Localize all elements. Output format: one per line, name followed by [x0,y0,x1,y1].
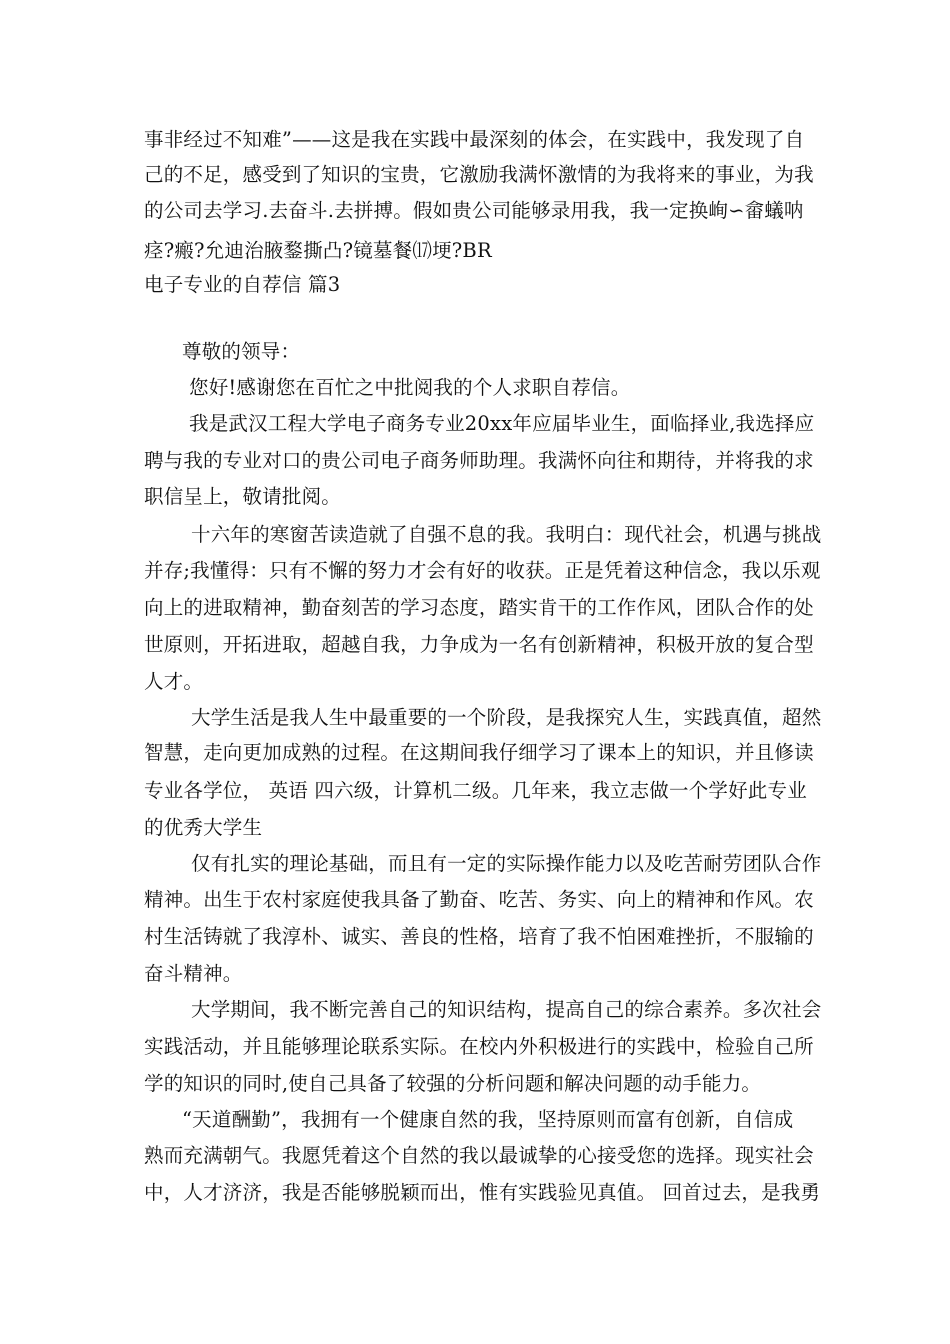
paragraph-skills-line-4: 奋斗精神。 [144,962,243,985]
salutation: 尊敬的领导： [182,340,301,363]
paragraph-intro-line-2: 聘与我的专业对口的贵公司电子商务师助理。我满怀向往和期待，并将我的求 [144,449,814,472]
continuation-line-2: 己的不足，感受到了知识的宝贵，它激励我满怀激情的为我将来的事业，为我 [144,163,814,186]
paragraph-practice-line-1: 大学期间，我不断完善自己的知识结构，提高自己的综合素养。多次社会 [191,998,822,1021]
paragraph-study-line-3: 向上的进取精神，勤奋刻苦的学习态度，踏实肯干的工作作风，团队合作的处 [144,596,814,619]
paragraph-college-line-2: 智慧，走向更加成熟的过程。在这期间我仔细学习了课本上的知识，并且修读 [144,741,814,764]
continuation-line-1: 事非经过不知难”——这是我在实践中最深刻的体会，在实践中，我发现了自 [144,128,805,151]
paragraph-skills-line-1: 仅有扎实的理论基础，而且有一定的实际操作能力以及吃苦耐劳团队合作 [191,852,822,875]
paragraph-study-line-2: 并存;我懂得：只有不懈的努力才会有好的收获。正是凭着这种信念，我以乐观 [144,559,821,582]
section-title: 电子专业的自荐信 篇3 [144,273,341,296]
paragraph-study-line-5: 人才。 [144,670,204,693]
paragraph-diligence-line-2: 熟而充满朝气。我愿凭着这个自然的我以最诚挚的心接受您的选择。现实社会 [144,1144,814,1167]
paragraph-practice-line-2: 实践活动，并且能够理论联系实际。在校内外积极进行的实践中，检验自己所 [144,1035,814,1058]
paragraph-skills-line-3: 村生活铸就了我淳朴、诚实、善良的性格，培育了我不怕困难挫折，不服输的 [144,925,814,948]
paragraph-diligence-line-3: 中，人才济济，我是否能够脱颖而出，惟有实践验见真值。 回首过去，是我勇 [144,1181,821,1204]
paragraph-college-line-3: 专业各学位， 英语 四六级，计算机二级。几年来，我立志做一个学好此专业 [144,779,807,802]
paragraph-greeting: 您好!感谢您在百忙之中批阅我的个人求职自荐信。 [189,376,631,399]
paragraph-study-line-4: 世原则，开拓进取，超越自我，力争成为一名有创新精神，积极开放的复合型 [144,633,814,656]
continuation-line-4: 痉?瘢?允迪治腋鍪撕凸?镜墓餐⒄埂?BR [144,239,492,262]
paragraph-practice-line-3: 学的知识的同时,使自己具备了较强的分析问题和解决问题的动手能力。 [144,1072,762,1095]
paragraph-diligence-line-1: “天道酬勤”，我拥有一个健康自然的我，坚持原则而富有创新，自信成 [182,1108,794,1131]
paragraph-intro-line-3: 职信呈上，敬请批阅。 [144,485,342,508]
paragraph-intro-line-1: 我是武汉工程大学电子商务专业20xx年应届毕业生，面临择业,我选择应 [189,412,815,435]
continuation-line-3: 的公司去学习.去奋斗.去拼搏。假如贵公司能够录用我，我一定换峋∽畲蟻呐 [144,199,804,222]
paragraph-college-line-4: 的优秀大学生 [144,816,263,839]
paragraph-college-line-1: 大学生活是我人生中最重要的一个阶段，是我探究人生，实践真值，超然 [191,706,822,729]
paragraph-skills-line-2: 精神。出生于农村家庭使我具备了勤奋、吃苦、务实、向上的精神和作风。农 [144,888,814,911]
paragraph-study-line-1: 十六年的寒窗苦读造就了自强不息的我。我明白：现代社会，机遇与挑战 [191,523,822,546]
